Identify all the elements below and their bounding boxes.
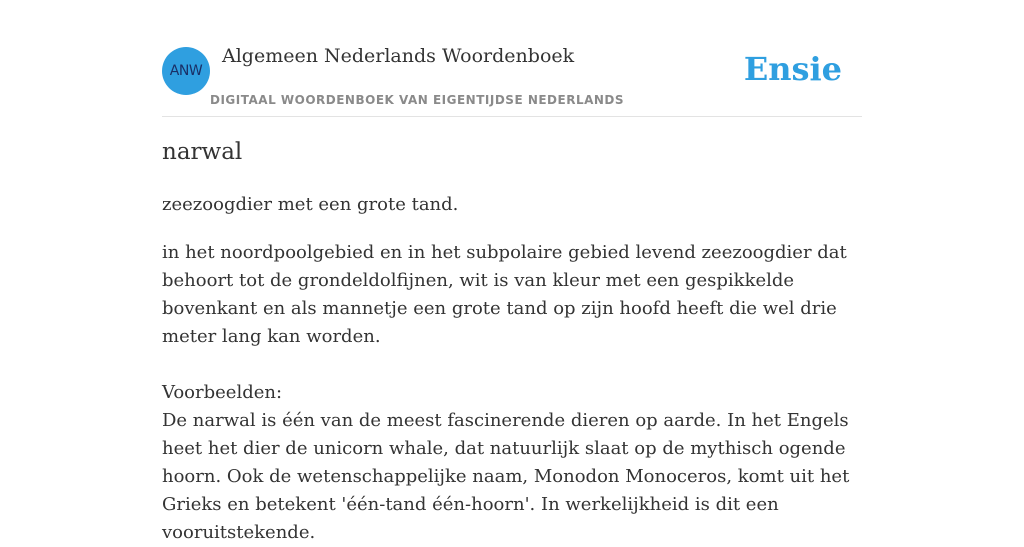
site-header: [162, 0, 862, 117]
site-subtitle: DIGITAAL WOORDENBOEK VAN EIGENTIJDSE NEDERLANDS: [210, 93, 625, 107]
examples-heading: Voorbeelden:: [162, 382, 283, 403]
example-text: De narwal is één van de meest fascinerende dieren op aarde. In het Engels heet het dier de unicorn whale, dat natuurlijk slaat op de mythisch ogende hoorn. Ook de wetenschappelijke naam, Monodon Monoceros, komt uit het Grieks en betekent 'één-tand één-hoorn'. In werkelijkheid is dit een vooruitstekende.: [162, 410, 850, 543]
short-definition: zeezoogdier met een grote tand.: [162, 194, 459, 215]
entry-word: narwal: [162, 139, 243, 165]
entry-body: [162, 239, 862, 547]
content-container: [162, 0, 862, 543]
logo-text: ANW: [169, 63, 203, 79]
site-title[interactable]: Algemeen Nederlands Woordenboek: [222, 45, 575, 67]
full-definition: in het noordpoolgebied en in het subpolaire gebied levend zeezoogdier dat behoort tot de grondeldolfijnen, wit is van kleur met een gespikkelde bovenkant en als mannetje een grote tand op zijn hoofd heeft die wel drie meter lang kan worden.: [162, 242, 847, 347]
anw-logo[interactable]: [162, 47, 210, 95]
paragraph-spacer: [162, 351, 862, 379]
ensie-brand-logo[interactable]: Ensie: [743, 50, 842, 88]
